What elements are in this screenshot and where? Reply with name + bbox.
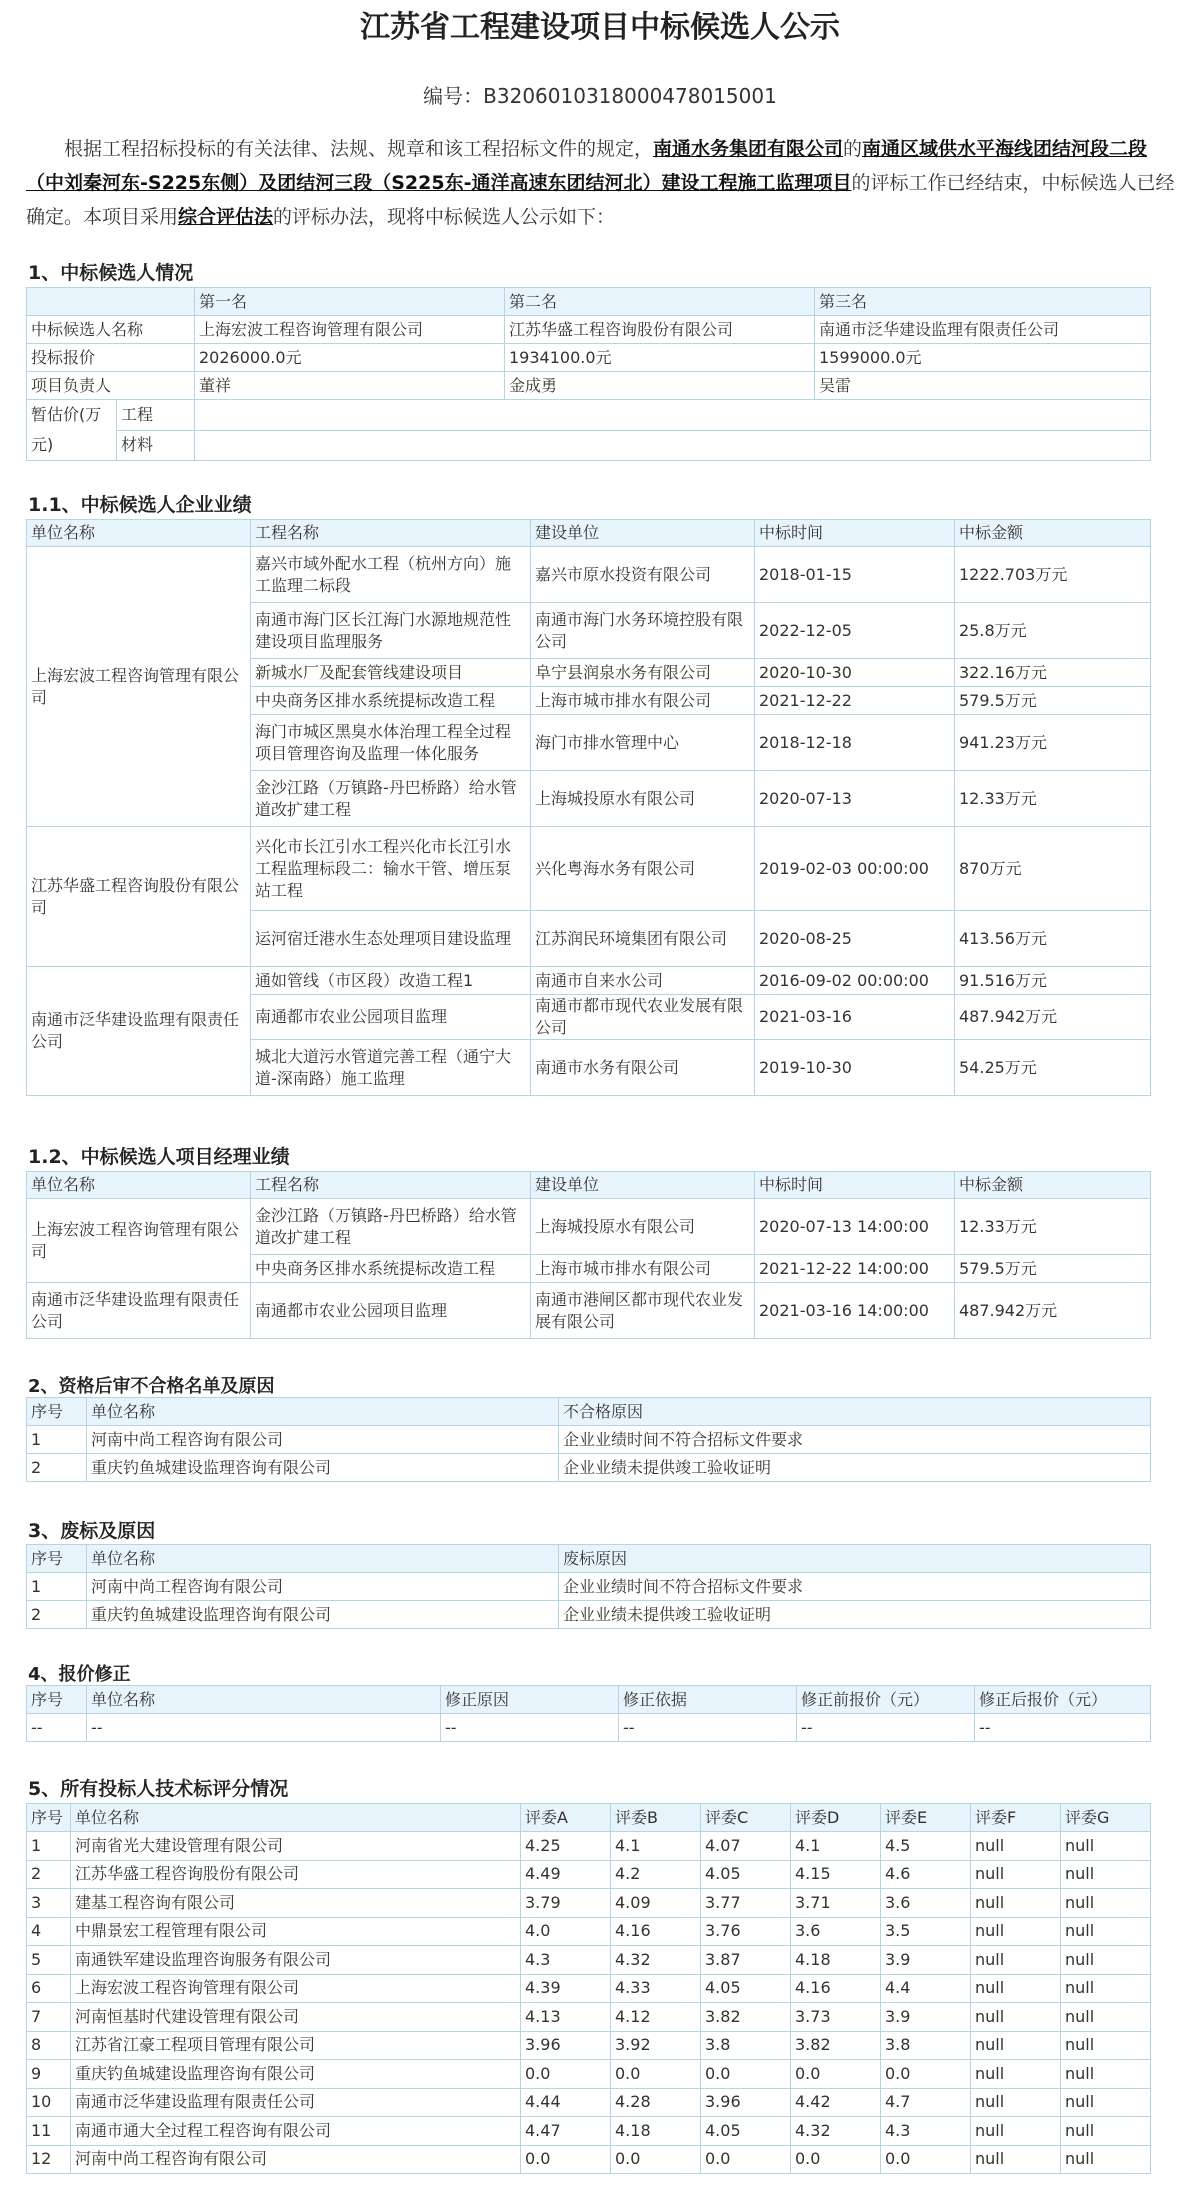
builder-cell: 南通市海门水务环境控股有限公司 [531, 603, 755, 659]
unit-name-cell: 南通市泛华建设监理有限责任公司 [27, 967, 251, 1096]
table-cell: 4.13 [521, 2003, 611, 2032]
table-cell: null [971, 1946, 1061, 1975]
table-row [27, 1946, 1151, 1975]
award-time-cell: 2021-12-22 14:00:00 [755, 1255, 955, 1283]
table-cell: null [971, 1889, 1061, 1918]
table-cell: 4.1 [791, 1832, 881, 1861]
disqualified-table [26, 1397, 1151, 1482]
table-cell: 河南恒基时代建设管理有限公司 [71, 2003, 521, 2032]
award-time-cell: 2020-10-30 [755, 659, 955, 687]
project-name-cell: 海门市城区黑臭水体治理工程全过程项目管理咨询及监理一体化服务 [251, 715, 531, 771]
table-cell: 重庆钓鱼城建设监理咨询有限公司 [71, 2060, 521, 2089]
table-row [27, 2003, 1151, 2032]
table-row [27, 1426, 1151, 1454]
table-cell: 1 [27, 1426, 87, 1454]
award-amount-cell: 1222.703万元 [955, 547, 1151, 603]
unit-name-cell: 南通市泛华建设监理有限责任公司 [27, 1283, 251, 1339]
table-row [27, 1804, 1151, 1832]
section-4-heading: 4、报价修正 [28, 1664, 131, 1685]
table-cell: 4 [27, 1917, 71, 1946]
table-cell: 企业业绩未提供竣工验收证明 [559, 1601, 1151, 1629]
table-row [27, 1545, 1151, 1573]
table-cell: 3.92 [611, 2031, 701, 2060]
table-cell: 4.5 [881, 1832, 971, 1861]
header-cell: 评委G [1061, 1804, 1151, 1832]
unit-name-cell: 上海宏波工程咨询管理有限公司 [27, 1199, 251, 1283]
table-cell: 中鼎景宏工程管理有限公司 [71, 1917, 521, 1946]
table-row [27, 1398, 1151, 1426]
table-cell: 南通铁军建设监理咨询服务有限公司 [71, 1946, 521, 1975]
table-cell: 3.87 [701, 1946, 791, 1975]
table-cell: 4.49 [521, 1860, 611, 1889]
table-cell: null [971, 1860, 1061, 1889]
header-cell: 中标金额 [955, 520, 1151, 547]
table-cell: 4.16 [791, 1974, 881, 2003]
table-cell: 6 [27, 1974, 71, 2003]
table-cell: 3.9 [881, 1946, 971, 1975]
table-row [27, 344, 1151, 372]
table-cell: 0.0 [521, 2060, 611, 2089]
header-cell: 建设单位 [531, 1172, 755, 1199]
intro-text-4: 的评标办法，现将中标候选人公示如下： [273, 206, 616, 228]
table-cell: 4.33 [611, 1974, 701, 2003]
project-name-cell: 南通都市农业公园项目监理 [251, 995, 531, 1040]
award-amount-cell: 413.56万元 [955, 911, 1151, 967]
table-cell: 3.77 [701, 1889, 791, 1918]
project-name-cell: 南通都市农业公园项目监理 [251, 1283, 531, 1339]
table-cell: 4.47 [521, 2117, 611, 2146]
header-cell: 单位名称 [87, 1686, 441, 1714]
header-cell: 不合格原因 [559, 1398, 1151, 1426]
table-row [27, 520, 1151, 547]
unit-name-cell: 上海宏波工程咨询管理有限公司 [27, 547, 251, 827]
document-number: 编号：B32060103180004780150​01 [423, 84, 777, 108]
header-cell: 修正原因 [441, 1686, 619, 1714]
builder-cell: 兴化粤海水务有限公司 [531, 827, 755, 911]
award-amount-cell: 54.25万元 [955, 1040, 1151, 1096]
header-cell: 评委E [881, 1804, 971, 1832]
header-cell: 评委B [611, 1804, 701, 1832]
award-time-cell: 2020-08-25 [755, 911, 955, 967]
table-cell: null [1061, 1832, 1151, 1861]
award-time-cell: 2018-12-18 [755, 715, 955, 771]
row-label: 暂估价(万元) [27, 400, 117, 461]
table-cell: 0.0 [701, 2060, 791, 2089]
table-row [27, 1832, 1151, 1861]
table-cell: 建基工程咨询有限公司 [71, 1889, 521, 1918]
builder-cell: 南通市都市现代农业发展有限公司 [531, 995, 755, 1040]
table-cell: null [971, 2117, 1061, 2146]
table-cell: 3.9 [881, 2003, 971, 2032]
table-cell: -- [797, 1714, 975, 1742]
table-row [27, 1199, 1151, 1255]
candidate-1-name: 上海宏波工程咨询管理有限公司 [195, 316, 505, 344]
header-cell [27, 288, 195, 316]
project-name: 南通区域供水平海线团结河段二段（中刘秦河东-S225东侧）及团结河三段（S225东-通洋高速东团结河北）建设工程施工监理项目 [26, 138, 1148, 194]
enterprise-performance-table [26, 519, 1151, 1096]
table-cell: 3.82 [701, 2003, 791, 2032]
builder-cell: 上海市城市排水有限公司 [531, 687, 755, 715]
table-row [27, 430, 1151, 461]
table-cell: 4.28 [611, 2088, 701, 2117]
table-cell: 4.4 [881, 1974, 971, 2003]
award-time-cell: 2020-07-13 [755, 771, 955, 827]
table-row [27, 1860, 1151, 1889]
award-time-cell: 2016-09-02 00:00:00 [755, 967, 955, 995]
table-cell: 南通市泛华建设监理有限责任公司 [71, 2088, 521, 2117]
table-row [27, 1601, 1151, 1629]
candidate-3-price: 1599000.0元 [815, 344, 1151, 372]
table-cell: 0.0 [611, 2145, 701, 2174]
table-cell: 3.6 [791, 1917, 881, 1946]
table-cell: 4.42 [791, 2088, 881, 2117]
award-time-cell: 2021-03-16 [755, 995, 955, 1040]
table-cell: null [1061, 2117, 1151, 2146]
header-cell: 单位名称 [87, 1398, 559, 1426]
table-cell: 企业业绩时间不符合招标文件要求 [559, 1426, 1151, 1454]
award-amount-cell: 870万元 [955, 827, 1151, 911]
table-row [27, 2088, 1151, 2117]
table-row [27, 547, 1151, 603]
table-cell: 3.6 [881, 1889, 971, 1918]
header-cell: 废标原因 [559, 1545, 1151, 1573]
table-cell: 江苏省江豪工程项目管理有限公司 [71, 2031, 521, 2060]
project-name-cell: 运河宿迁港水生态处理项目建设监理 [251, 911, 531, 967]
table-cell: 4.18 [791, 1946, 881, 1975]
project-name-cell: 嘉兴市域外配水工程（杭州方向）施工监理二标段 [251, 547, 531, 603]
table-cell: 4.09 [611, 1889, 701, 1918]
table-cell: 9 [27, 2060, 71, 2089]
table-cell: 4.15 [791, 1860, 881, 1889]
empty-cell [195, 430, 1151, 461]
table-cell: -- [87, 1714, 441, 1742]
table-cell: null [1061, 2060, 1151, 2089]
header-cell: 评委A [521, 1804, 611, 1832]
table-cell: 1 [27, 1832, 71, 1861]
table-row [27, 1573, 1151, 1601]
table-cell: null [1061, 1917, 1151, 1946]
table-cell: 4.3 [521, 1946, 611, 1975]
table-row [27, 1172, 1151, 1199]
table-cell: null [971, 1832, 1061, 1861]
section-1-heading: 1、中标候选人情况 [28, 262, 194, 284]
project-name-cell: 通如管线（市区段）改造工程1 [251, 967, 531, 995]
table-cell: -- [27, 1714, 87, 1742]
header-cell: 评委F [971, 1804, 1061, 1832]
project-name-cell: 新城水厂及配套管线建设项目 [251, 659, 531, 687]
header-cell: 修正后报价（元） [975, 1686, 1151, 1714]
table-row [27, 1974, 1151, 2003]
award-time-cell: 2020-07-13 14:00:00 [755, 1199, 955, 1255]
award-time-cell: 2018-01-15 [755, 547, 955, 603]
page-title: 江苏省工程建设项目中标候选人公示 [360, 10, 840, 45]
table-cell: 重庆钓鱼城建设监理咨询有限公司 [87, 1601, 559, 1629]
table-cell: 12 [27, 2145, 71, 2174]
rank-2-header: 第二名 [505, 288, 815, 316]
header-cell: 中标时间 [755, 520, 955, 547]
candidate-2-leader: 金成勇 [505, 372, 815, 400]
award-amount-cell: 12.33万元 [955, 771, 1151, 827]
table-cell: 南通市通大全过程工程咨询有限公司 [71, 2117, 521, 2146]
table-cell: null [971, 2003, 1061, 2032]
table-cell: 4.39 [521, 1974, 611, 2003]
table-cell: null [1061, 1889, 1151, 1918]
table-cell: null [1061, 2031, 1151, 2060]
table-cell: -- [975, 1714, 1151, 1742]
row-label: 项目负责人 [27, 372, 195, 400]
table-cell: 4.44 [521, 2088, 611, 2117]
table-cell: 4.25 [521, 1832, 611, 1861]
candidate-1-price: 2026000.0元 [195, 344, 505, 372]
table-cell: null [971, 1917, 1061, 1946]
award-amount-cell: 487.942万元 [955, 995, 1151, 1040]
table-cell: 江苏华盛工程咨询股份有限公司 [71, 1860, 521, 1889]
technical-score-table [26, 1803, 1151, 2174]
award-amount-cell: 487.942万元 [955, 1283, 1151, 1339]
award-amount-cell: 25.8万元 [955, 603, 1151, 659]
builder-cell: 海门市排水管理中心 [531, 715, 755, 771]
table-cell: 4.6 [881, 1860, 971, 1889]
award-time-cell: 2022-12-05 [755, 603, 955, 659]
builder-cell: 南通市水务有限公司 [531, 1040, 755, 1096]
table-cell: 4.12 [611, 2003, 701, 2032]
table-cell: null [971, 2060, 1061, 2089]
builder-cell: 上海城投原水有限公司 [531, 1199, 755, 1255]
table-cell: 重庆钓鱼城建设监理咨询有限公司 [87, 1454, 559, 1482]
table-row [27, 400, 1151, 431]
candidate-3-leader: 吴雷 [815, 372, 1151, 400]
sub-label: 工程 [117, 400, 195, 431]
table-cell: 河南中尚工程咨询有限公司 [87, 1426, 559, 1454]
award-time-cell: 2019-10-30 [755, 1040, 955, 1096]
project-name-cell: 兴化市长江引水工程兴化市长江引水工程监理标段二：输水干管、增压泵站工程 [251, 827, 531, 911]
table-cell: null [1061, 1974, 1151, 2003]
table-row [27, 1889, 1151, 1918]
header-cell: 单位名称 [27, 1172, 251, 1199]
section-2-heading: 2、资格后审不合格名单及原因 [28, 1376, 275, 1397]
table-row [27, 967, 1151, 995]
rank-3-header: 第三名 [815, 288, 1151, 316]
table-cell: 2 [27, 1860, 71, 1889]
table-cell: null [971, 2145, 1061, 2174]
table-cell: 2 [27, 1454, 87, 1482]
table-row [27, 2060, 1151, 2089]
table-cell: null [971, 2088, 1061, 2117]
builder-cell: 嘉兴市原水投资有限公司 [531, 547, 755, 603]
project-name-cell: 金沙江路（万镇路-丹巴桥路）给水管道改扩建工程 [251, 771, 531, 827]
section-1-1-heading: 1.1、中标候选人企业业绩 [28, 494, 252, 516]
table-cell: 11 [27, 2117, 71, 2146]
candidate-2-name: 江苏华盛工程咨询股份有限公司 [505, 316, 815, 344]
project-name-cell: 中央商务区排水系统提标改造工程 [251, 687, 531, 715]
table-cell: 3.96 [701, 2088, 791, 2117]
manager-performance-table [26, 1171, 1151, 1339]
table-cell: 河南中尚工程咨询有限公司 [87, 1573, 559, 1601]
header-cell: 单位名称 [27, 520, 251, 547]
builder-cell: 阜宁县润泉水务有限公司 [531, 659, 755, 687]
table-cell: 0.0 [881, 2060, 971, 2089]
table-cell: 4.0 [521, 1917, 611, 1946]
table-cell: 3.79 [521, 1889, 611, 1918]
header-cell: 评委D [791, 1804, 881, 1832]
table-cell: 5 [27, 1946, 71, 1975]
builder-cell: 南通市自来水公司 [531, 967, 755, 995]
table-cell: 3.8 [701, 2031, 791, 2060]
award-amount-cell: 579.5万元 [955, 687, 1151, 715]
table-row [27, 316, 1151, 344]
intro-paragraph [26, 132, 1176, 234]
header-cell: 中标时间 [755, 1172, 955, 1199]
table-cell: 3.71 [791, 1889, 881, 1918]
section-3-heading: 3、废标及原因 [28, 1520, 156, 1542]
unit-name-cell: 江苏华盛工程咨询股份有限公司 [27, 827, 251, 967]
empty-cell [195, 400, 1151, 431]
candidate-1-leader: 董祥 [195, 372, 505, 400]
project-name-cell: 金沙江路（万镇路-丹巴桥路）给水管道改扩建工程 [251, 1199, 531, 1255]
project-name-cell: 南通市海门区长江海门水源地规范性建设项目监理服务 [251, 603, 531, 659]
header-cell: 修正前报价（元） [797, 1686, 975, 1714]
table-cell: -- [441, 1714, 619, 1742]
table-row [27, 2117, 1151, 2146]
table-cell: 上海宏波工程咨询管理有限公司 [71, 1974, 521, 2003]
tenderer-name: 南通水务集团有限公司 [653, 138, 844, 160]
table-cell: null [1061, 2145, 1151, 2174]
intro-text-2: 的 [843, 138, 863, 160]
builder-cell: 江苏润民环境集团有限公司 [531, 911, 755, 967]
table-cell: null [1061, 1946, 1151, 1975]
award-amount-cell: 91.516万元 [955, 967, 1151, 995]
award-time-cell: 2021-12-22 [755, 687, 955, 715]
header-cell: 工程名称 [251, 1172, 531, 1199]
row-label: 中标候选人名称 [27, 316, 195, 344]
table-row [27, 1283, 1151, 1339]
table-cell: 4.3 [881, 2117, 971, 2146]
table-cell: null [1061, 1860, 1151, 1889]
table-cell: null [971, 1974, 1061, 2003]
table-row [27, 1686, 1151, 1714]
table-cell: 企业业绩时间不符合招标文件要求 [559, 1573, 1151, 1601]
table-cell: 3.73 [791, 2003, 881, 2032]
table-cell: 河南中尚工程咨询有限公司 [71, 2145, 521, 2174]
table-cell: 1 [27, 1573, 87, 1601]
table-cell: 4.05 [701, 1974, 791, 2003]
table-cell: 7 [27, 2003, 71, 2032]
intro-text-3: 的评标工作已经结束，中标候选人已经确定。本项目采用 [26, 172, 1175, 228]
table-cell: 3.82 [791, 2031, 881, 2060]
table-cell: 4.1 [611, 1832, 701, 1861]
table-row [27, 827, 1151, 911]
header-cell: 序号 [27, 1686, 87, 1714]
header-cell: 中标金额 [955, 1172, 1151, 1199]
header-cell: 序号 [27, 1398, 87, 1426]
table-row [27, 2031, 1151, 2060]
table-cell: 企业业绩未提供竣工验收证明 [559, 1454, 1151, 1482]
header-cell: 单位名称 [87, 1545, 559, 1573]
header-cell: 序号 [27, 1545, 87, 1573]
table-cell: 4.05 [701, 2117, 791, 2146]
table-row [27, 1917, 1151, 1946]
table-cell: -- [619, 1714, 797, 1742]
section-5-heading: 5、所有投标人技术标评分情况 [28, 1778, 289, 1800]
candidate-2-price: 1934100.0元 [505, 344, 815, 372]
table-cell: 4.18 [611, 2117, 701, 2146]
table-cell: 0.0 [791, 2060, 881, 2089]
table-cell: 3.8 [881, 2031, 971, 2060]
table-cell: 3.76 [701, 1917, 791, 1946]
table-row [27, 1714, 1151, 1742]
table-cell: 0.0 [611, 2060, 701, 2089]
table-cell: 8 [27, 2031, 71, 2060]
rejected-bids-table [26, 1544, 1151, 1629]
table-cell: 3.96 [521, 2031, 611, 2060]
award-amount-cell: 322.16万元 [955, 659, 1151, 687]
table-row [27, 288, 1151, 316]
table-cell: 3 [27, 1889, 71, 1918]
builder-cell: 上海城投原水有限公司 [531, 771, 755, 827]
table-row [27, 372, 1151, 400]
sub-label: 材料 [117, 430, 195, 461]
section-1-2-heading: 1.2、中标候选人项目经理业绩 [28, 1146, 290, 1168]
table-cell: 4.32 [791, 2117, 881, 2146]
award-amount-cell: 579.5万元 [955, 1255, 1151, 1283]
table-cell: 0.0 [881, 2145, 971, 2174]
candidate-3-name: 南通市泛华建设监理有限责任公司 [815, 316, 1151, 344]
builder-cell: 南通市港闸区都市现代农业发展有限公司 [531, 1283, 755, 1339]
candidates-table [26, 287, 1151, 461]
table-cell: 0.0 [521, 2145, 611, 2174]
award-time-cell: 2019-02-03 00:00:00 [755, 827, 955, 911]
table-cell: 河南省光大建设管理有限公司 [71, 1832, 521, 1861]
award-amount-cell: 12.33万元 [955, 1199, 1151, 1255]
evaluation-method: 综合评估法 [178, 206, 274, 228]
builder-cell: 上海市城市排水有限公司 [531, 1255, 755, 1283]
header-cell: 单位名称 [71, 1804, 521, 1832]
table-cell: 10 [27, 2088, 71, 2117]
header-cell: 建设单位 [531, 520, 755, 547]
header-cell: 修正依据 [619, 1686, 797, 1714]
table-cell: 4.32 [611, 1946, 701, 1975]
table-cell: 2 [27, 1601, 87, 1629]
table-cell: null [971, 2031, 1061, 2060]
project-name-cell: 中央商务区排水系统提标改造工程 [251, 1255, 531, 1283]
intro-text-1: 根据工程招标投标的有关法律、法规、规章和该工程招标文件的规定， [64, 138, 654, 160]
table-cell: 4.07 [701, 1832, 791, 1861]
table-cell: 4.7 [881, 2088, 971, 2117]
table-cell: null [1061, 2003, 1151, 2032]
award-amount-cell: 941.23万元 [955, 715, 1151, 771]
table-row [27, 2145, 1151, 2174]
award-time-cell: 2021-03-16 14:00:00 [755, 1283, 955, 1339]
row-label: 投标报价 [27, 344, 195, 372]
table-cell: 0.0 [791, 2145, 881, 2174]
rank-1-header: 第一名 [195, 288, 505, 316]
project-name-cell: 城北大道污水管道完善工程（通宁大道-深南路）施工监理 [251, 1040, 531, 1096]
table-cell: null [1061, 2088, 1151, 2117]
table-cell: 4.2 [611, 1860, 701, 1889]
header-cell: 工程名称 [251, 520, 531, 547]
table-row [27, 1454, 1151, 1482]
table-cell: 0.0 [701, 2145, 791, 2174]
header-cell: 序号 [27, 1804, 71, 1832]
price-correction-table [26, 1685, 1151, 1742]
table-cell: 4.05 [701, 1860, 791, 1889]
header-cell: 评委C [701, 1804, 791, 1832]
table-cell: 4.16 [611, 1917, 701, 1946]
table-cell: 3.5 [881, 1917, 971, 1946]
